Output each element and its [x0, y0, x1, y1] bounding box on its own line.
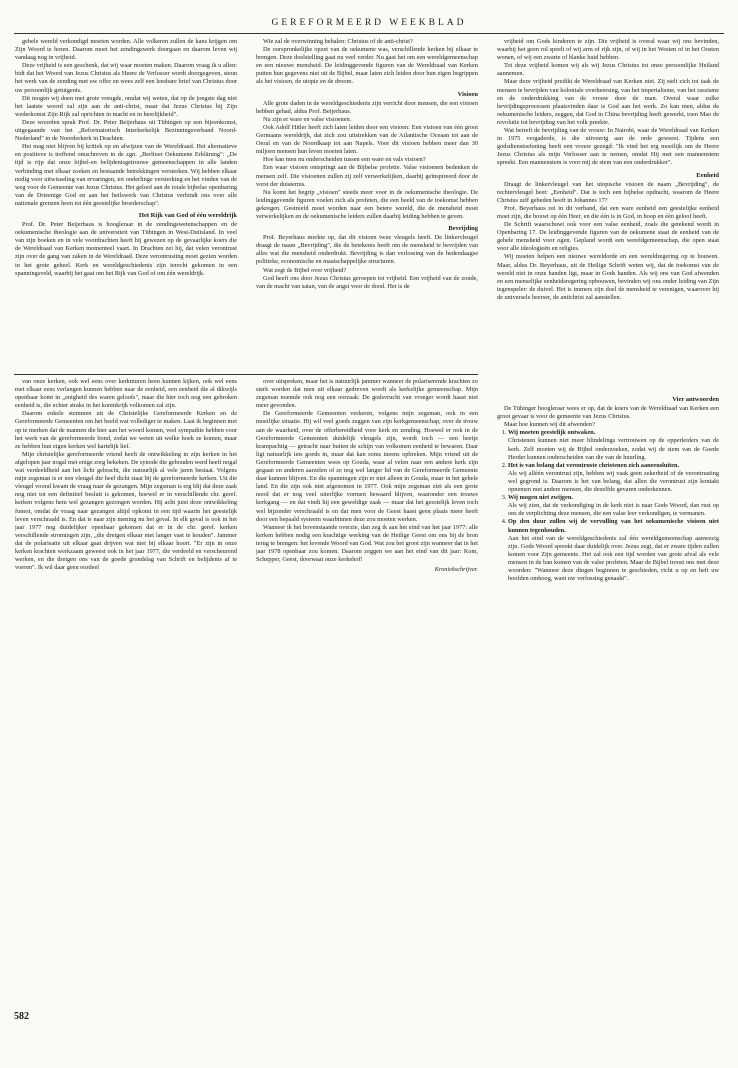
section-heading-vier-antwoorden: Vier antwoorden — [672, 396, 719, 403]
paragraph: De Tübinger hoogleraar wees er op, dat de koers van de Wereldraad van Kerken een groot gevaar is voor de gemeente van Jezus Christus. — [497, 405, 719, 421]
paragraph: Wie zal de overwinning behalen: Christus of de anti-christ? — [263, 38, 413, 45]
answer-item — [508, 462, 719, 494]
paragraph: Prof. Beyerhaus zei in dit verband, dat een ware eenheid een geestelijke eenheid moet zijn, die bouwt op één Heer, en die één is in God, in hoop en één geloof heeft. — [497, 204, 719, 220]
bottom-column-3 — [497, 392, 719, 1003]
paragraph: Het mag niet blijven bij kritiek op en afwijzen van de Wereldraad. Het alternatieve en positieve is treffend omschreven in de zgn. „Berliner Oekumene Erklärung": „De tijd is rijp dat onze bijbel-en belijdenisgetrouwe gemeenschappen in alle landen verbinding met elkaar zoeken en bestaande betrekkingen versterken. Wij hebben elkaar nodig voor uitwisseling van ervaringen, tot onderlinge versterking en het vinden van de weg voor de Gemeente van Jezus Christus. Het geloof aan de totale bijbelse openbaring van de Drieenige God en aan het heilswerk van Christus verbindt ons over alle nationale grenzen heen tot één geestelijke broederschap". — [15, 143, 237, 207]
running-title: GEREFORMEERD WEEKBLAD — [271, 18, 467, 28]
top-col1-paragraphs — [15, 38, 237, 208]
answer-text: Als wij zien, dat de verkondiging in de kerk niet is naar Gods Woord, dan rust op ons de verplichting deze mensen, die een valse leer verkondigen, te vermanen. — [508, 502, 719, 518]
answer-title: 4. Op den duur zullen wij de vervulling van het oekumenische visioen niet kunnen tegenhouden. — [508, 518, 719, 534]
paragraph: De Schrift waarschuwt ook voor een valse eenheid, zoals die getekend wordt in Openbaring 17. De leidinggevende figuren van de oekumene staat de eenheid van de gehele mensheid voor ogen. Gepland wordt een wereldgemeenschap, die open staat voor alle ideologieën en religies. — [497, 221, 719, 253]
paragraph: van onze kerken, ook wel eens over kerkmuren heen kunnen kijken, ook wel eens met elkaar eens verlangen kunnen hebben naar de eenheid, een eenheid die al dikwijls openbaar komt in „enigheid des waren geloofs", maar die hier toch nog een gebroken eenheid is, die echter straks in het koninkrijk volkomen zal zijn. — [15, 378, 237, 410]
answer-title: 3. Wij mogen niet zwijgen. — [508, 494, 573, 502]
section-heading-bevrijding: Bevrijding — [448, 225, 478, 233]
paragraph: Maar deze vrijheid predikt de Wereldraad van Kerken niet. Zij stelt zich tot taak de mensen te bevrijden van koloniale overheersing, van het imperialisme, van het rassisme en de onderdrukking van de vrouw door de man. Overal waar zulke bevrijdingsprocessen plaatsvinden daar is God aan het werk. Zo kan men, aldus de oekumenische leiders, zeggen, dat God in China bevrijding heeft gewerkt, toen Mao de revolutie tot bevrijding van het volk preekte. — [497, 78, 719, 126]
bottom-col2-paragraphs — [256, 378, 478, 564]
section-heading-rijk: Het Rijk van God of één wereldrijk — [138, 211, 237, 219]
top-col2-paragraphs — [256, 38, 478, 87]
top-col1-after — [15, 221, 237, 278]
bottom-col1-paragraphs — [15, 378, 237, 572]
paragraph: Maar hoe kunnen wij dit afwenden? — [504, 421, 595, 429]
paragraph: Wat betreft de bevrijding van de vrouw: In Nairobi, waar de Wereldraad van Kerken in 1975 vergaderde, is die uitvoerig aan de orde geweest. Tijdens een godsdienstoefening heeft een vrouw gezegd: "Ik vind het erg moeilijk om de Heere Jezus Christus als mijn Verlosser aan te nemen, omdat Hij met een mannenstem spreekt. Een mannenstem is voor mij de stem van een onderdrukker". — [497, 127, 719, 167]
paragraph: Nu komt het begrip „visioen" steeds meer voor in de oekumenische theologie. De leidinggevende figuren voelen zich als profeten, die een beeld van de toekomst hebben gekregen. Gestreefd moet worden naar een betere wereld, die de mensheid moet verwerkelijken en de oekumenische leiders zullen daarbij leiding hebben te geven. — [256, 188, 478, 220]
top-col3-paragraphs — [497, 38, 719, 168]
paragraph: Nu zijn er ware en valse visioenen. — [263, 115, 352, 123]
paragraph: Wanneer ik het bovenstaande overzie, dan zeg ik aan het eind van het jaar 1977: alle kerken hebben nodig een krachtige werking van de Heilige Geest om ons bij de bron terug te brengen: het levende Woord van God. Wat zou het groot zijn wanneer dat in het jaar 1978 openbaar zou komen. Daarom zeggen we aan het eind van dit jaar: Kom, Schepper, Geest, doorwaai onze kerkehof! — [256, 523, 478, 564]
answer-text: Als wij alléén verontrust zijn, hebben wij vaak geen zekerheid of de verontrusting wel gegrond is. Daarom is het van belang, dat allen die verontrust zijn kontakt opnemen met andere mensen, die dezelfde gevaren onderkennen. — [508, 469, 719, 494]
paragraph: Wij moeten helpen een nieuwe wereldorde en een wereldregering op te bouwen. Maar, aldus Dr. Beyerhaus, uit de Heilige Schrift weten wij, dat de toekomst van de wereld niet in onze handen ligt, maar in Gods handen. Als wij ons van God afwenden en een menselijke eenheidsregering opbouwen, bevinden wij ons onder leiding van Zijn tegenspeler: de duivel. Het is immers zijn doel de mensheid te verenigen, waarover hij de universele heerser, de antichrist zal aanstellen. — [497, 253, 719, 301]
top-column-3 — [497, 38, 719, 390]
top-col3-end — [497, 181, 719, 302]
page-number: 582 — [14, 1011, 29, 1022]
answer-text: Christenen kunnen niet meer blindelings vertrouwen op de opperleiders van de kerk. Zelf moeten wij de Bijbel onderzoeken, zodat wij de stem van de Goede Herder kunnen onderscheiden van die van de huurling. — [508, 437, 719, 461]
section-heading-eenheid: Eenheid — [696, 171, 719, 179]
answer-text: Aan het eind van de wereldgeschiedenis zal één wereldgemeenschap aanwezig zijn. Gods Woord spreekt daar duidelijk over. Jezus zegt, dat er zware tijden zullen komen voor Zijn gemeente. Het zal ook een tijd worden van grote afval als vele mensen in de ban komen van de valse profeten. Maar de Bijbel troost ons met deze woorden: "Wanneer deze dingen beginnen te geschieden, richt u op en heft uw hoofden omhoog, want uw verlossing genaakt". — [508, 534, 719, 583]
section-heading-visioen: Visioen — [457, 90, 478, 98]
paragraph: Mijn christelijke gereformeerde vriend heeft de ontwikkeling in zijn kerken in het afgelopen jaar nogal met enige zorg bekeken. De synode die gehouden werd heeft nogal wat verdeeldheid aan het licht gebracht, die natuurlijk al vele jaren bestaat. Volgens mijn zegsman is er een vleugel die heel dicht staat bij de gereformeerde kerken. Uit die vleugel vooral kwam de vraag naar de gezangen. Mijn zegsman is erg blij dat deze zaak nog niet tot een definitief besluit is gekomen, hoewel er in verschillende chr. geref. kerken volgens hem wel gezangen gezongen worden. Hij acht juist deze ontwikkeling funest, omdat de vraag naar gezangen altijd opkomt in een tijd waarin het geestelijk leven verschraald is. En dat is naar zijn mening nu het geval. In elk geval is ook in het jaar 1977 nog duidelijker openbaar gekomen dat er in de chr. geref. kerken verschillende stromingen zijn, „die dreigen elkaar niet langer vast te houden". Jammer dat de polarisatie uit elkaar gaat drijven wat niet bij elkaar hoort. "Er zijn in onze kerken krachten werkzaam geweest ook in het jaar 1977, die verdeeld en verscheurend werken, en die dreigen ons van de goede grondslag van Schrift en belijdenis af te voeren". Ik wil daar geen oordeel — [15, 450, 237, 572]
answer-title: 2. Het is van belang dat verontruste christenen zich aaneensluiten. — [508, 461, 680, 469]
paragraph: De oorspronkelijke opzet van de oekumene was, verschillende kerken bij elkaar te brengen. Deze doelstelling gaat nu veel verder. Nu gaat het om een wereldgemeenschap en een nieuwe mensheid. De leidinggevende figuren van de Wereldraad van Kerken putten hun gegevens niet uit de Bijbel, maar laten zich leiden door hun eigen begrippen als het visioen, de utopie en de droom. — [256, 46, 478, 86]
bottom-column-2 — [256, 378, 478, 1003]
paragraph: Ook Adolf Hitler heeft zich laten leiden door een visioen: Een visioen van één groot Germaans wereldrijk, dat zich zou uitstrekken van de Atlantische Oceaan tot aan de Oeral en van de Noordkaap tot aan Napels. Voor dit visioen hebben meer dan 30 miljoen mensen hun leven moeten laten. — [256, 123, 478, 156]
top-column-1 — [15, 38, 237, 371]
top-col2-mid — [256, 100, 478, 221]
answer-item — [508, 429, 719, 461]
paragraph: Daarom enkele stemmen uit de Christelijke Gereformeerde Kerken en de Gereformeerde Gemeenten om het beeld wat vollediger te maken. Laat ik beginnen met op te merken dat de mannen die hier aan het woord komen, veel sympathie hebben voor het werk van de gereformeerde bond, zodat we weten uit welke hoek ze komen, maar ze hebben hun eigen kerken wel hartelijk lief. — [15, 410, 237, 450]
paragraph: Hoe kan men nu onderscheiden tussen een ware en vals visioen? — [263, 156, 426, 164]
paragraph: Deze vrijheid is een geschenk, dat wij waar moeten maken. Daarom vraag ik u allen: bidt dat het Woord van Jezus Christus als Heere de Verlosser wordt doorgegeven, steun het werk van de zending met uw offer en wees zelf een leesbare brief van Christus door uw persoonlijk getuigenis. — [15, 62, 237, 94]
paragraph: Prof. Dr. Peter Beijerhaus is hoogleraar in de zendingswetenschappen en de oekumenische theologie aan de universiteit van Tübingen in West-Duitsland. In veel van zijn boeken en in vele voordrachten heeft hij gewezen op de gevaarlijke koers die de Wereldraad van Kerken momenteel vaart. In Drachten zei hij, dat velen verontrust zijn over de gang van zaken in de Wereldraad. Deze verontrusting moet gezien worden in het grote geheel. Kerk en wereldgeschiedenis zijn terecht gekomen in een spanningsveld, waarbij het gaat om het Rijk van God of om één wereldrijk. — [15, 221, 237, 277]
paragraph: Alle grote daden in de wereldgeschiedenis zijn verricht door mensen, die een visioen hebben gehad, aldus Prof. Beijerhaus. — [256, 99, 478, 115]
answer-title: 1. Wij moeten geestelijk ontwaken. — [508, 429, 596, 437]
paragraph: vrijheid om Gods kinderen te zijn. Die vrijheid is overal waar wij ons bevinden, waarbij het geen rol speelt of wij arm of rijk zijn, of wij in het Westen of in het Oosten wonen, of wij een zwarte of blanke huid hebben. — [497, 38, 719, 62]
header-rule — [14, 33, 724, 34]
paragraph: God heeft ons door Jezus Christus geroepen tot vrijheid. Een vrijheid van de zonde, van de macht van satan, van de angst voor de dood. Het is de — [256, 274, 478, 290]
signature: Kroniekschrijver. — [434, 566, 478, 574]
section-divider — [14, 374, 478, 375]
paragraph: Een waar visioen ontspringt aan de Bijbelse profetie. Valse visioenen bedenken de mensen zelf. Die visioenen zullen zij zelf verwerkelijken, daarbij geïnspireerd door de vorst der duisternis. — [256, 164, 478, 188]
paragraph: Prof. Beyerhaus merkte op, dat dit visioen twee vleugels heeft. De linkervleugel draagt de naam „Bevrijding", die de betekenis heeft om de mensheid te bevrijden van alles wat die mensheid onderdrukt. Bevrijding is dan verlossing van de hedendaagse politieke, economische en maatschappelijke structuren. — [256, 234, 478, 266]
paragraph: over uitspreken, maar het is natuurlijk jammer wanneer de polariserende krachten zo sterk worden dat men uit elkaar gedreven wordt als kerkelijke gemeenschap. Mijn zegsman noemde ook nog een oorzaak: De godsvrucht van vroeger wordt haast niet meer gevonden. — [256, 378, 478, 410]
answers-list — [497, 429, 719, 583]
top-col2-end — [256, 234, 478, 291]
paragraph: Wat zegt de Bijbel over vrijheid? — [263, 266, 347, 274]
top-column-2 — [256, 38, 478, 371]
paragraph: gehele wereld verkondigd moeten worden. Alle volkeren zullen de kans krijgen om Zijn Woord te horen. Daarom moet het zendingswerk doorgaan en daarom leven wij vandaag nog in vrijheid. — [15, 38, 237, 62]
answer-item — [508, 518, 719, 583]
paragraph: Deze woorden sprak Prof. Dr. Peter Beijerhaus uit Tübingen op een bijeenkomst, uitgegaande van het „Reformatorisch Interkerkelijk Bezinningsverband Noord-Nederland" in de Noorderkerk in Drachten. — [15, 118, 237, 143]
paragraph: Draagt de linkervleugel van het utopische visioen de naam „Bevrijding", de rechtervleugel heet: „Eenheid". Dat is toch een bijbelse opdracht, waarom de Heere Christus zelf gebeden heeft in Johannes 17? — [497, 180, 719, 204]
bottom-column-1 — [15, 378, 237, 1003]
answer-item — [508, 494, 719, 518]
paragraph: De Gereformeerde Gemeenten verkeren, volgens mijn zegsman, ook in een moeilijke situatie. Hij wil veel goeds zeggen van zijn kerkgemeenschap, over de trouw aan de waarheid, over de offerbereidheid voor kerk en zending. Hoewel er ook in de Gereformeerde Gemeenten duidelijk vleugels zijn, wordt toch — een beetje krampachtig — getracht naar buiten de schijn van volkomen eenheid te bewaren. Daar ligt natuurlijk iets goeds in, maar dat kan soms ineens opbreken. Mijn vriend uit de Gereformeerde Gemeenten wees op Gouda, waar al velen naar een andere kerk zijn gegaan en anderen aarzelen of ze nog wel langer lid van de Gereformeerde Gemeente daar kunnen blijven. En die spanningen zijn er niet alleen in Gouda, maar in het gehele land. En die zijn ook niet afgenomen in 1977. Ook mijn zegsman ziet als een grote nood dat er nog veel uiterlijke vormen bewaard blijven, waaronder een trouwe kerkgang — en dat vindt hij een geweldige zaak — maar dat het geestelijk leven toch wel bijzonder verschraald is en dat men voor de Geest haast geen plaats meer heeft door een bepaald systeem waarbinnen deze zou moeten werken. — [256, 410, 478, 523]
paragraph: Tot deze vrijheid komen wij als wij Jezus Christus tot onze persoonlijke Heiland aannemen. — [497, 62, 719, 78]
bottom-col3-intro — [497, 405, 719, 429]
paragraph: Dit mogen wij doen met grote vreugde, omdat wij weten, dat op de jongste dag niet het laatste woord zal zijn aan de anti-christ, maar dat Jezus Christus bij Zijn wederkomst Zijn Rijk zal oprichten in macht en in heerlijkheid". — [15, 94, 237, 118]
